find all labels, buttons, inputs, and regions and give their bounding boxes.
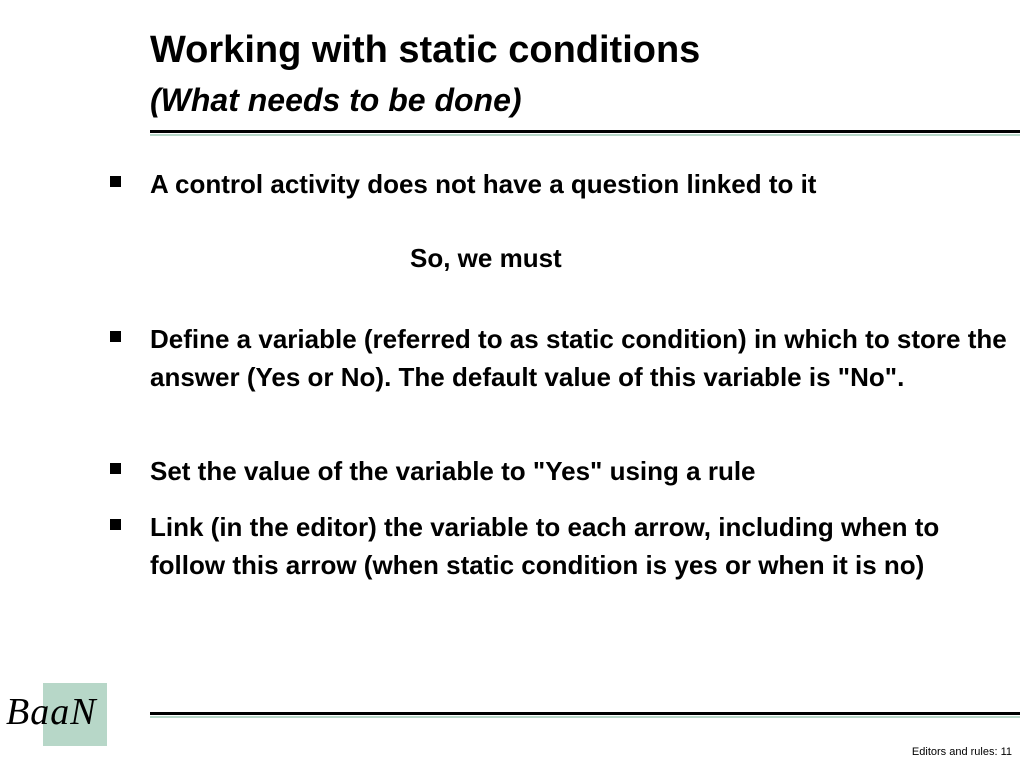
- title-divider: [150, 130, 1020, 133]
- slide-title: Working with static conditions: [150, 29, 701, 71]
- baan-logo: BaaN: [6, 691, 97, 733]
- footer-divider-accent: [150, 716, 1020, 718]
- square-bullet-icon: [110, 176, 121, 187]
- square-bullet-icon: [110, 519, 121, 530]
- page-number-label: Editors and rules: 11: [911, 746, 1012, 758]
- center-note: So, we must: [410, 243, 562, 273]
- title-divider-accent: [150, 134, 1020, 136]
- bullet-text: Define a variable (referred to as static condition) in which to store the answer (Yes or No). The default value of this variable is "No".: [150, 324, 1007, 392]
- slide-subtitle: (What needs to be done): [150, 82, 522, 118]
- footer-divider: [150, 712, 1020, 715]
- square-bullet-icon: [110, 463, 121, 474]
- bullet-text: A control activity does not have a question linked to it: [150, 169, 817, 199]
- bullet-text: Link (in the editor) the variable to each arrow, including when to follow this arrow (when static condition is yes or when it is no): [150, 512, 940, 580]
- square-bullet-icon: [110, 331, 121, 342]
- bullet-text: Set the value of the variable to "Yes" using a rule: [150, 456, 756, 486]
